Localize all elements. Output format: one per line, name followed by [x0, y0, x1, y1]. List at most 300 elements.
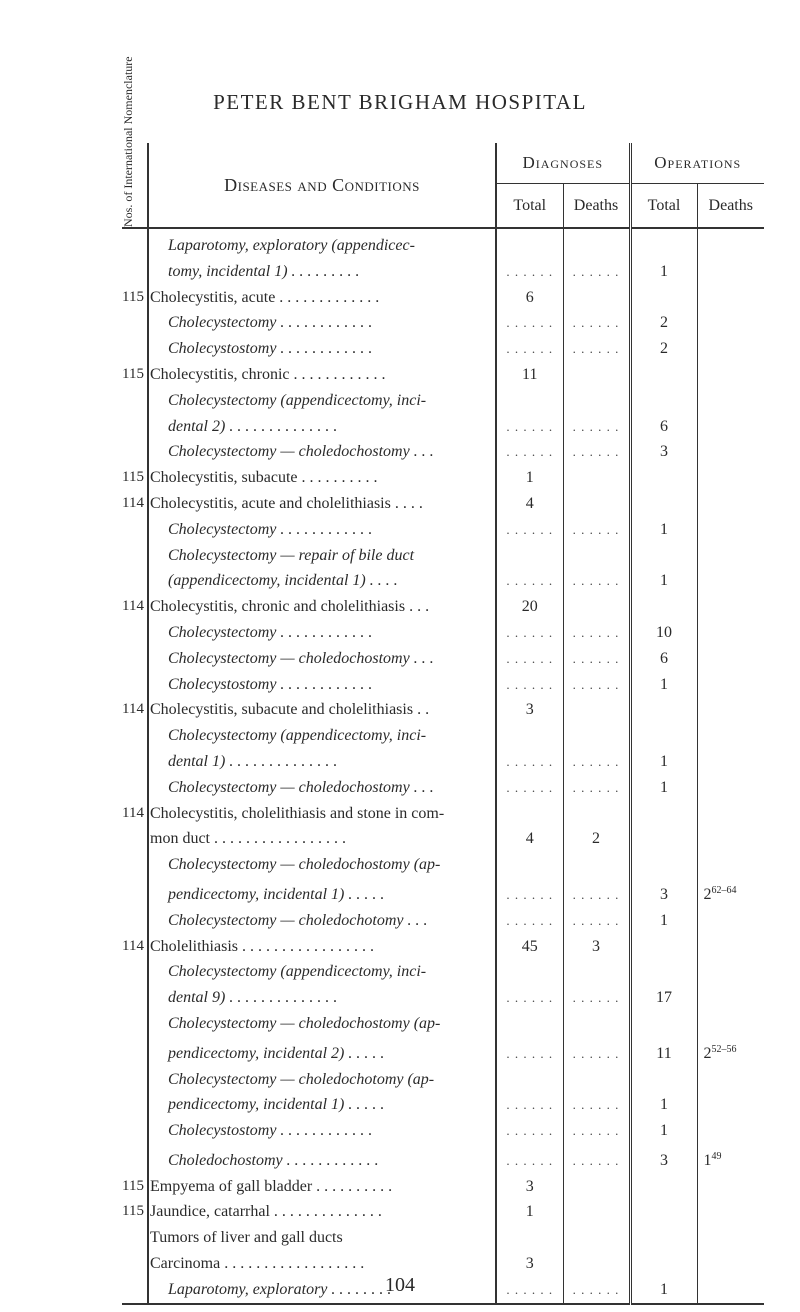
condition-label: Carcinoma . . . . . . . . . . . . . . . . . . [150, 1255, 365, 1273]
nomenclature-number-header: Nos. of International Nomenclature [122, 143, 148, 228]
operations-total [630, 388, 697, 414]
diagnoses-total [496, 934, 563, 960]
diagnoses-total-value: 20 [521, 598, 538, 616]
operations-deaths [697, 517, 764, 543]
operations-total [630, 285, 697, 311]
table-row [122, 878, 764, 908]
diagnoses-deaths [563, 1067, 630, 1093]
nomenclature-number [122, 620, 148, 646]
operations-total [630, 1144, 697, 1174]
diagnoses-total: . . . . . . [496, 1144, 563, 1174]
nomenclature-number [122, 908, 148, 934]
condition-label: Jaundice, catarrhal . . . . . . . . . . . . . . [150, 1203, 382, 1221]
operation-label: Cholecystectomy — repair of bile duct [168, 546, 415, 564]
description-cell [148, 465, 496, 491]
operations-deaths [697, 878, 764, 908]
operations-deaths [697, 228, 764, 259]
description-cell [148, 878, 496, 908]
operations-total [630, 465, 697, 491]
operations-total [630, 1199, 697, 1225]
description-cell [148, 852, 496, 878]
description-cell [148, 1225, 496, 1251]
diagnoses-total: . . . . . . [496, 414, 563, 440]
table-row [122, 1067, 764, 1093]
nomenclature-number [122, 959, 148, 985]
diagnoses-total: . . . . . . [496, 985, 563, 1011]
diagnoses-deaths: . . . . . . [563, 1037, 630, 1067]
diagnoses-deaths [563, 1174, 630, 1200]
operations-total [630, 362, 697, 388]
operations-deaths [697, 672, 764, 698]
diagnoses-deaths: . . . . . . [563, 336, 630, 362]
table-row [122, 908, 764, 934]
operation-label: pendicectomy, incidental 2) . . . . . [168, 1044, 385, 1062]
operations-deaths [697, 1144, 764, 1174]
table-row [122, 259, 764, 285]
diagnoses-total [496, 543, 563, 569]
operations-total [630, 543, 697, 569]
operations-deaths [697, 985, 764, 1011]
nomenclature-number: 115 [122, 285, 148, 311]
description-cell [148, 414, 496, 440]
nomenclature-number: 115 [122, 1199, 148, 1225]
operations-total-value: 1 [660, 752, 668, 770]
operations-total [630, 749, 697, 775]
condition-label: Cholecystitis, subacute . . . . . . . . . . [150, 469, 378, 487]
diagnoses-total [496, 1174, 563, 1200]
operations-deaths [697, 568, 764, 594]
table-row [122, 336, 764, 362]
operations-deaths [697, 1118, 764, 1144]
diagnoses-total: . . . . . . [496, 310, 563, 336]
diagnoses-deaths [563, 465, 630, 491]
diagnoses-total-value: 11 [522, 365, 538, 383]
operations-deaths [697, 439, 764, 465]
nomenclature-number [122, 1011, 148, 1037]
operations-deaths [697, 1251, 764, 1277]
table-row [122, 697, 764, 723]
diagnoses-deaths: . . . . . . [563, 1118, 630, 1144]
operation-label: Cholecystostomy . . . . . . . . . . . . [168, 675, 373, 693]
nomenclature-number [122, 672, 148, 698]
nomenclature-number: 115 [122, 362, 148, 388]
description-cell [148, 259, 496, 285]
diagnoses-total [496, 228, 563, 259]
operations-total-header: Total [630, 184, 697, 228]
operations-total-value: 6 [660, 649, 668, 667]
table-row [122, 362, 764, 388]
operations-total [630, 259, 697, 285]
table-row [122, 285, 764, 311]
diagnoses-deaths: . . . . . . [563, 620, 630, 646]
diagnoses-deaths [563, 934, 630, 960]
description-cell [148, 646, 496, 672]
operations-total-value: 1 [660, 520, 668, 538]
operations-header: Operations [630, 143, 764, 184]
diagnoses-total-value: 4 [525, 830, 534, 848]
diagnoses-deaths [563, 1225, 630, 1251]
table-row [122, 749, 764, 775]
operations-total [630, 517, 697, 543]
operation-label: Cholecystectomy — choledochostomy (ap- [168, 856, 441, 874]
table-row [122, 568, 764, 594]
table-row [122, 672, 764, 698]
diagnoses-total: . . . . . . [496, 439, 563, 465]
operations-total-value: 1 [660, 778, 668, 796]
operation-label: Cholecystectomy . . . . . . . . . . . . [168, 520, 373, 538]
description-cell [148, 1011, 496, 1037]
description-cell [148, 1251, 496, 1277]
description-cell [148, 1144, 496, 1174]
description-cell [148, 388, 496, 414]
diagnoses-total-value: 3 [525, 701, 534, 719]
operations-total [630, 336, 697, 362]
operations-total [630, 985, 697, 1011]
diagnoses-total [496, 801, 563, 827]
operations-total [630, 878, 697, 908]
operations-total-value: 1 [660, 675, 668, 693]
nomenclature-number: 114 [122, 934, 148, 960]
diagnoses-deaths: . . . . . . [563, 908, 630, 934]
operations-total [630, 1011, 697, 1037]
diagnoses-deaths [563, 388, 630, 414]
operations-deaths [697, 908, 764, 934]
operations-deaths-value: 1 [703, 1151, 712, 1169]
diagnoses-deaths [563, 1199, 630, 1225]
condition-label: Cholecystitis, acute and cholelithiasis . . . . [150, 494, 423, 512]
page-header-title: PETER BENT BRIGHAM HOSPITAL [213, 90, 587, 114]
operations-total [630, 491, 697, 517]
nomenclature-number [122, 259, 148, 285]
description-cell [148, 543, 496, 569]
condition-label: Cholecystitis, acute . . . . . . . . . . . . . [150, 288, 380, 306]
operations-deaths [697, 362, 764, 388]
description-cell [148, 517, 496, 543]
table-row [122, 228, 764, 259]
operations-total [630, 934, 697, 960]
description-cell [148, 1067, 496, 1093]
diagnoses-deaths: . . . . . . [563, 878, 630, 908]
table-row [122, 543, 764, 569]
condition-label: Cholecystitis, chronic and cholelithiasis . . . [150, 598, 430, 616]
operations-deaths [697, 1199, 764, 1225]
table-row [122, 959, 764, 985]
table-row [122, 1144, 764, 1174]
operations-total [630, 594, 697, 620]
table-row [122, 1251, 764, 1277]
nomenclature-number [122, 388, 148, 414]
operations-total-value: 1 [660, 1096, 668, 1114]
description-cell [148, 749, 496, 775]
operation-label: dental 1) . . . . . . . . . . . . . . [168, 752, 338, 770]
nomenclature-number [122, 1225, 148, 1251]
operations-deaths [697, 414, 764, 440]
nomenclature-number [122, 1118, 148, 1144]
operations-total-value: 1 [660, 572, 668, 590]
diagnoses-total [496, 594, 563, 620]
diagnoses-deaths: . . . . . . [563, 1277, 630, 1304]
operation-label: Cholecystectomy — choledochostomy (ap- [168, 1014, 441, 1032]
table-row [122, 414, 764, 440]
diagnoses-total [496, 723, 563, 749]
diagnoses-deaths [563, 285, 630, 311]
operations-deaths [697, 543, 764, 569]
operation-label: Cholecystostomy . . . . . . . . . . . . [168, 340, 373, 358]
operations-total [630, 723, 697, 749]
diagnoses-deaths: . . . . . . [563, 568, 630, 594]
table-row [122, 1199, 764, 1225]
nomenclature-number [122, 878, 148, 908]
diagnoses-deaths: . . . . . . [563, 672, 630, 698]
diagnoses-deaths [563, 826, 630, 852]
diagnoses-deaths [563, 1011, 630, 1037]
diagnoses-deaths [563, 543, 630, 569]
diagnoses-deaths [563, 723, 630, 749]
diagnoses-deaths [563, 228, 630, 259]
operations-total [630, 1118, 697, 1144]
operation-label: Laparotomy, exploratory . . . . . . . . [168, 1280, 392, 1298]
nomenclature-number [122, 336, 148, 362]
operations-total-value: 1 [660, 262, 668, 280]
operations-deaths [697, 1011, 764, 1037]
operations-total [630, 228, 697, 259]
operations-total [630, 1225, 697, 1251]
operations-deaths [697, 934, 764, 960]
table-row [122, 388, 764, 414]
operations-total [630, 1174, 697, 1200]
diagnoses-total: . . . . . . [496, 259, 563, 285]
diagnoses-deaths: . . . . . . [563, 646, 630, 672]
description-cell [148, 723, 496, 749]
operations-total [630, 959, 697, 985]
operation-label: Cholecystectomy — choledochostomy . . . [168, 649, 434, 667]
operations-deaths [697, 1225, 764, 1251]
description-cell [148, 1199, 496, 1225]
diagnoses-total-value: 4 [525, 494, 534, 512]
operations-total [630, 908, 697, 934]
condition-label: Cholecystitis, chronic . . . . . . . . . . . . [150, 365, 386, 383]
description-cell [148, 985, 496, 1011]
condition-label: Cholecystitis, subacute and cholelithiasis . . [150, 701, 430, 719]
operations-total [630, 826, 697, 852]
table-row [122, 1118, 764, 1144]
diagnoses-deaths: . . . . . . [563, 1092, 630, 1118]
operation-label: Cholecystostomy . . . . . . . . . . . . [168, 1122, 373, 1140]
operations-total-value: 17 [656, 989, 672, 1007]
diagnoses-total: . . . . . . [496, 1277, 563, 1304]
operations-deaths [697, 852, 764, 878]
description-cell [148, 1092, 496, 1118]
diagnoses-deaths [563, 697, 630, 723]
description-cell [148, 594, 496, 620]
table-row [122, 826, 764, 852]
operations-total-value: 1 [660, 1280, 668, 1298]
operation-label: pendicectomy, incidental 1) . . . . . [168, 885, 385, 903]
diagnoses-deaths: . . . . . . [563, 985, 630, 1011]
diagnoses-deaths: . . . . . . [563, 310, 630, 336]
operations-deaths [697, 697, 764, 723]
diagnoses-header: Diagnoses [496, 143, 630, 184]
diagnoses-total-value: 3 [525, 1177, 534, 1195]
diagnoses-deaths: . . . . . . [563, 414, 630, 440]
operation-label: pendicectomy, incidental 1) . . . . . [168, 1096, 385, 1114]
operations-deaths [697, 826, 764, 852]
operation-label: Cholecystectomy — choledochostomy . . . [168, 778, 434, 796]
condition-label: Cholelithiasis . . . . . . . . . . . . . . . . . [150, 937, 374, 955]
table-row [122, 1037, 764, 1067]
operations-deaths [697, 1067, 764, 1093]
table-row [122, 439, 764, 465]
operations-total [630, 568, 697, 594]
operations-deaths [697, 336, 764, 362]
description-cell [148, 439, 496, 465]
operations-deaths [697, 749, 764, 775]
table-row [122, 620, 764, 646]
diagnoses-total: . . . . . . [496, 878, 563, 908]
operations-total-value: 3 [660, 1151, 668, 1169]
diagnoses-total: . . . . . . [496, 1037, 563, 1067]
operations-deaths [697, 388, 764, 414]
table-body [122, 228, 764, 1304]
description-cell [148, 934, 496, 960]
table-row [122, 465, 764, 491]
table-row [122, 491, 764, 517]
diagnoses-deaths: . . . . . . [563, 439, 630, 465]
description-cell [148, 1118, 496, 1144]
diagnoses-total-value: 6 [525, 288, 534, 306]
diagnoses-total: . . . . . . [496, 336, 563, 362]
diagnoses-total: . . . . . . [496, 672, 563, 698]
operations-deaths [697, 491, 764, 517]
nomenclature-number [122, 723, 148, 749]
nomenclature-number [122, 414, 148, 440]
operations-total [630, 1067, 697, 1093]
operations-total [630, 852, 697, 878]
table-row [122, 723, 764, 749]
diagnoses-total [496, 1067, 563, 1093]
deaths-case-numbers: 49 [711, 1150, 722, 1162]
nomenclature-number [122, 826, 148, 852]
diagnoses-total [496, 491, 563, 517]
operations-total-value: 1 [660, 1122, 668, 1140]
description-cell [148, 775, 496, 801]
description-cell [148, 672, 496, 698]
diagnoses-deaths-header: Deaths [563, 184, 630, 228]
description-cell [148, 959, 496, 985]
diagnoses-total [496, 362, 563, 388]
operations-total [630, 775, 697, 801]
diagnoses-total-value: 1 [525, 1203, 534, 1221]
nomenclature-number [122, 646, 148, 672]
diagnoses-total: . . . . . . [496, 1092, 563, 1118]
operation-label: Cholecystectomy (appendicectomy, inci- [168, 391, 427, 409]
operations-deaths [697, 775, 764, 801]
nomenclature-number: 115 [122, 465, 148, 491]
description-cell [148, 826, 496, 852]
nomenclature-number [122, 1144, 148, 1174]
diagnoses-deaths: . . . . . . [563, 517, 630, 543]
diagnoses-total [496, 852, 563, 878]
operations-total [630, 414, 697, 440]
nomenclature-number [122, 568, 148, 594]
diagnoses-total [496, 1251, 563, 1277]
diagnoses-total: . . . . . . [496, 1118, 563, 1144]
table-row [122, 310, 764, 336]
description-cell [148, 620, 496, 646]
nomenclature-number [122, 439, 148, 465]
operations-total-value: 2 [660, 314, 668, 332]
table-row [122, 985, 764, 1011]
diagnoses-deaths: . . . . . . [563, 775, 630, 801]
diagnoses-deaths [563, 491, 630, 517]
diagnoses-total-value: 3 [525, 1255, 534, 1273]
operation-label: (appendicectomy, incidental 1) . . . . [168, 572, 398, 590]
table-row [122, 775, 764, 801]
nomenclature-number [122, 1067, 148, 1093]
operations-deaths-header: Deaths [697, 184, 764, 228]
description-cell [148, 228, 496, 259]
operations-total [630, 1251, 697, 1277]
diagnoses-deaths-value: 2 [592, 830, 600, 848]
nomenclature-number: 114 [122, 594, 148, 620]
nomenclature-number [122, 1092, 148, 1118]
nomenclature-number [122, 1251, 148, 1277]
condition-label: mon duct . . . . . . . . . . . . . . . . . [150, 830, 346, 848]
operation-label: Cholecystectomy . . . . . . . . . . . . [168, 623, 373, 641]
diagnoses-total [496, 465, 563, 491]
nomenclature-number: 114 [122, 801, 148, 827]
nomenclature-number [122, 775, 148, 801]
condition-label: Tumors of liver and gall ducts [150, 1229, 343, 1247]
operations-deaths [697, 620, 764, 646]
operation-label: Cholecystectomy . . . . . . . . . . . . [168, 314, 373, 332]
operations-deaths [697, 1092, 764, 1118]
diagnoses-total [496, 1199, 563, 1225]
diagnoses-total: . . . . . . [496, 775, 563, 801]
diagnoses-deaths-value: 3 [592, 937, 600, 955]
diagnoses-total-value: 45 [521, 937, 538, 955]
nomenclature-number [122, 1037, 148, 1067]
operations-total [630, 1092, 697, 1118]
deaths-case-numbers: 62–64 [711, 884, 737, 896]
diagnoses-total [496, 959, 563, 985]
operations-deaths-value: 2 [703, 885, 712, 903]
nomenclature-number [122, 749, 148, 775]
table-row [122, 517, 764, 543]
operation-label: Cholecystectomy (appendicectomy, inci- [168, 727, 427, 745]
diagnoses-total [496, 1011, 563, 1037]
operation-label: Choledochostomy . . . . . . . . . . . . [168, 1151, 379, 1169]
diagnoses-total: . . . . . . [496, 517, 563, 543]
operation-label: tomy, incidental 1) . . . . . . . . . [168, 262, 360, 280]
diagnoses-deaths [563, 594, 630, 620]
operation-label: dental 9) . . . . . . . . . . . . . . [168, 989, 338, 1007]
nomenclature-number [122, 543, 148, 569]
operations-deaths [697, 310, 764, 336]
diagnoses-total: . . . . . . [496, 749, 563, 775]
diagnoses-total-value: 1 [525, 469, 534, 487]
table-row [122, 1174, 764, 1200]
operations-deaths-value: 2 [703, 1044, 712, 1062]
nomenclature-number [122, 985, 148, 1011]
description-cell [148, 362, 496, 388]
description-cell [148, 1037, 496, 1067]
operations-total-value: 6 [660, 417, 668, 435]
operations-total [630, 672, 697, 698]
description-cell [148, 310, 496, 336]
description-cell [148, 801, 496, 827]
nomenclature-number [122, 310, 148, 336]
